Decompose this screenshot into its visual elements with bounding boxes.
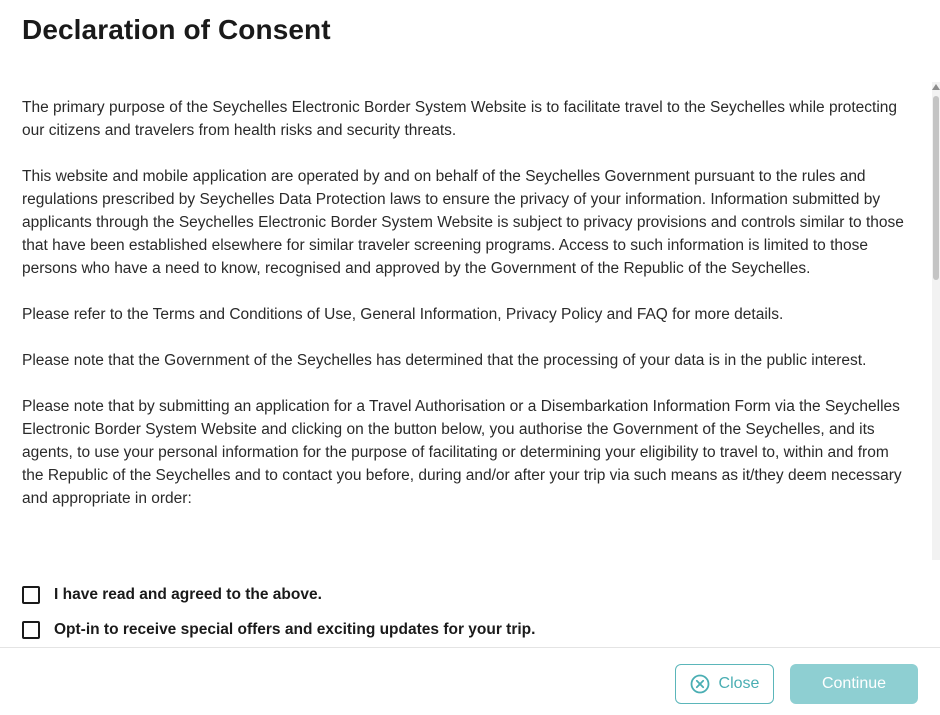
agree-checkbox[interactable] (22, 586, 40, 604)
consent-text (22, 96, 912, 533)
consent-text-scroll-area[interactable] (0, 82, 940, 560)
optin-checkbox-row[interactable] (22, 619, 535, 641)
optin-checkbox-label[interactable]: Opt-in to receive special offers and exciting updates for your trip. (54, 621, 536, 638)
close-button[interactable] (675, 664, 774, 704)
text-fade-overlay (0, 534, 930, 560)
dialog-title: Declaration of Consent (22, 14, 331, 45)
agree-checkbox-row[interactable] (22, 584, 535, 606)
paragraph-authorisation: Please note that by submitting an application for a Travel Authorisation or a Disembarkation Information Form via the Seychelles Electronic Border System Website and clicking on the button below, you authorise the Government of the Seychelles, and its agents, to use your personal information for the purpose of facilitating or determining your eligibility to travel to, within and from the Republic of the Seychelles and to contact you before, during and/or after your trip via such means as it/they deem necessary and appropriate in order: (22, 398, 902, 507)
agree-checkbox-label[interactable]: I have read and agreed to the above. (54, 586, 322, 603)
paragraph-purpose: The primary purpose of the Seychelles Electronic Border System Website is to facilitate travel to the Seychelles while protecting our citizens and travelers from health risks and security threats. (22, 99, 898, 139)
paragraph-public-interest: Please note that the Government of the Seychelles has determined that the processing of your data is in the public interest. (22, 352, 867, 369)
scrollbar-thumb[interactable] (933, 96, 939, 280)
continue-button[interactable] (790, 664, 918, 704)
optin-checkbox[interactable] (22, 621, 40, 639)
consent-checkboxes (22, 584, 535, 654)
continue-button-label: Continue (821, 675, 887, 692)
scrollbar[interactable] (932, 82, 940, 560)
close-button-label: Close (718, 675, 760, 692)
paragraph-references: Please refer to the Terms and Conditions of Use, General Information, Privacy Policy and FAQ for more details. (22, 306, 784, 323)
close-circle-icon (690, 674, 710, 694)
paragraph-operation: This website and mobile application are operated by and on behalf of the Seychelles Government pursuant to the rules and regulations prescribed by Seychelles Data Protection laws to ensure the privacy of your information. Information submitted by applicants through the Seychelles Electronic Border System Website is subject to privacy provisions and controls similar to those that have been established elsewhere for similar traveler screening programs. Access to such information is limited to those persons who have a need to know, recognised and approved by the Government of the Republic of the Seychelles. (22, 168, 904, 277)
dialog-footer (0, 647, 940, 715)
scroll-up-arrow-icon[interactable] (932, 84, 940, 90)
